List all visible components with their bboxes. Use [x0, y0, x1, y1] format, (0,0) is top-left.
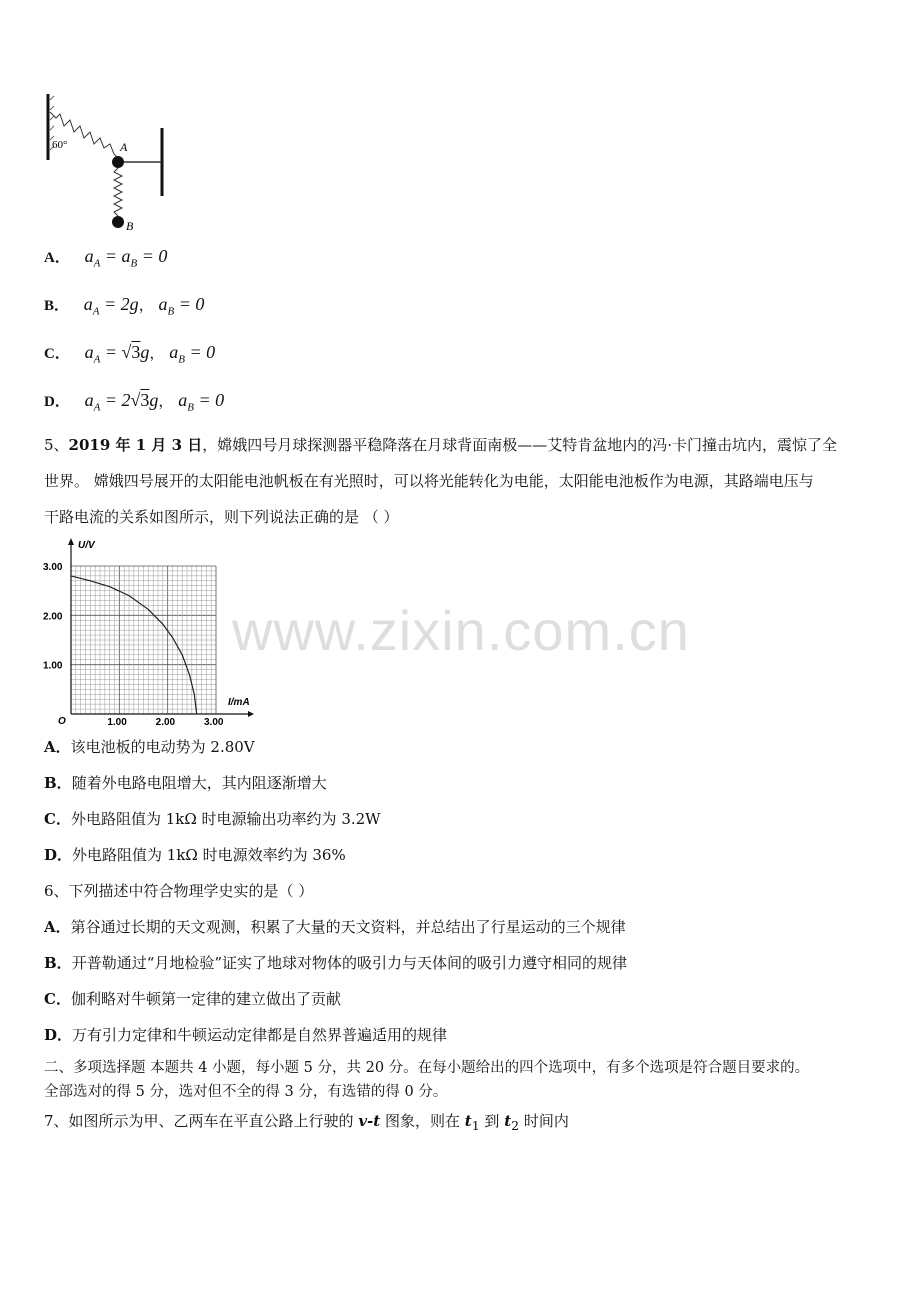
y-axis-label: U/V [78, 540, 95, 551]
y-tick-label: 2.00 [43, 611, 63, 623]
option-text: 随着外电路电阻增大，其内阻逐渐增大 [71, 774, 327, 792]
q5-option-c [44, 808, 381, 829]
q5-option-b [44, 772, 327, 793]
question-number: 5、 [44, 436, 69, 454]
option-text: 外电路阻值为 1kΩ 时电源输出功率约为 3.2W [70, 810, 381, 828]
x-axis-arrow [248, 711, 254, 717]
option-text: 该电池板的电动势为 2.80V [70, 738, 255, 756]
option-text: 开普勒通过“月地检验”证实了地球对物体的吸引力与天体间的吸引力遵守相同的规律 [71, 954, 628, 972]
formula: $a_A = √3g$ [84, 342, 150, 366]
watermark: www.zixin.com.cn [232, 599, 690, 662]
formula: $a_B = 0$ [178, 390, 225, 414]
x-tick-label: 2.00 [155, 717, 176, 728]
q5-stem-line2: 世界。 嫦娥四号展开的太阳能电池帆板在有光照时，可以将光能转化为电能，太阳能电池板作为电源，其路端电压与 [44, 472, 814, 490]
formula: $a_A = 2g$ [83, 294, 139, 318]
option-label: C． [44, 810, 71, 828]
separator: ， [149, 344, 165, 362]
option-label: B． [44, 774, 72, 792]
stem-text: 图象，则在 [380, 1112, 465, 1130]
formula: $a_B = 0$ [158, 294, 205, 318]
option-label: D． [44, 1026, 73, 1044]
option-label: D． [44, 846, 73, 864]
option-label: B． [44, 954, 72, 972]
origin-label: O [58, 716, 66, 727]
x-tick-label: 3.00 [204, 717, 224, 728]
q6-option-c [44, 988, 341, 1009]
y-axis-arrow [68, 538, 74, 545]
stem-text: ，嫦娥四号月球探测器平稳降落在月球背面南极——艾特肯盆地内的冯·卡门撞击坑内，震惊了全 [202, 436, 838, 454]
q6-option-b [44, 952, 627, 973]
separator: ， [138, 296, 154, 314]
q4-option-c [44, 342, 215, 366]
q5-stem-line1 [44, 434, 837, 455]
option-label: A． [44, 738, 71, 756]
date-text: 2019 年 1 月 3 日 [68, 436, 203, 454]
t1-symbol: t [464, 1112, 472, 1130]
option-text: 外电路阻值为 1kΩ 时电源效率约为 36% [72, 846, 346, 864]
q4-option-a [44, 246, 167, 270]
option-label: A． [44, 250, 70, 266]
spring-figure [40, 90, 180, 240]
ui-chart [40, 536, 260, 732]
point-a-label: A [120, 140, 128, 154]
stem-text: 7、如图所示为甲、乙两车在平直公路上行驶的 [44, 1112, 359, 1130]
option-text: 第谷通过长期的天文观测，积累了大量的天文资料，并总结出了行星运动的三个规律 [70, 918, 626, 936]
q4-option-b [44, 294, 204, 318]
x-tick-label: 1.00 [107, 717, 127, 728]
vt-symbol: v-t [358, 1112, 381, 1130]
q7-stem [44, 1110, 569, 1133]
q5-option-a [44, 736, 255, 757]
chart-axes [68, 538, 254, 717]
option-text: 伽利略对牛顿第一定律的建立做出了贡献 [70, 990, 341, 1008]
stem-text: 到 [479, 1112, 505, 1130]
option-label: A． [44, 918, 71, 936]
formula: $a_B = 0$ [169, 342, 216, 366]
formula: $a_A = 2√3g$ [84, 390, 159, 414]
t2-subscript: 2 [511, 1118, 520, 1133]
q6-option-a [44, 916, 626, 937]
point-b-label: B [126, 219, 134, 233]
q5-stem-line3: 干路电流的关系如图所示，则下列说法正确的是 （ ） [44, 508, 399, 526]
q6-option-d [44, 1024, 447, 1045]
t2-symbol: t [504, 1112, 512, 1130]
y-tick-label: 1.00 [43, 660, 63, 672]
y-tick-label: 3.00 [43, 562, 63, 573]
section-heading-line1: 二、多项选择题 本题共 4 小题，每小题 5 分，共 20 分。在每小题给出的四个选项中，有多个选项是符合题目要求的。 [44, 1060, 810, 1076]
q6-stem: 6、下列描述中符合物理学史实的是（ ） [44, 882, 314, 900]
option-label: C． [44, 990, 71, 1008]
x-axis-label: I/mA [228, 697, 250, 708]
stem-text: 时间内 [519, 1112, 569, 1130]
option-label: D． [44, 394, 70, 410]
option-label: B． [44, 298, 70, 314]
q4-option-d [44, 390, 224, 414]
t1-subscript: 1 [471, 1118, 480, 1133]
angle-label: 60° [52, 139, 68, 151]
section-heading-line2: 全部选对的得 5 分，选对但不全的得 3 分，有选错的得 0 分。 [44, 1084, 448, 1100]
separator: ， [158, 392, 174, 410]
formula: $a_A = a_B = 0$ [84, 246, 168, 270]
option-text: 万有引力定律和牛顿运动定律都是自然界普遍适用的规律 [72, 1026, 448, 1044]
q5-option-d [44, 844, 346, 865]
option-label: C． [44, 346, 70, 362]
